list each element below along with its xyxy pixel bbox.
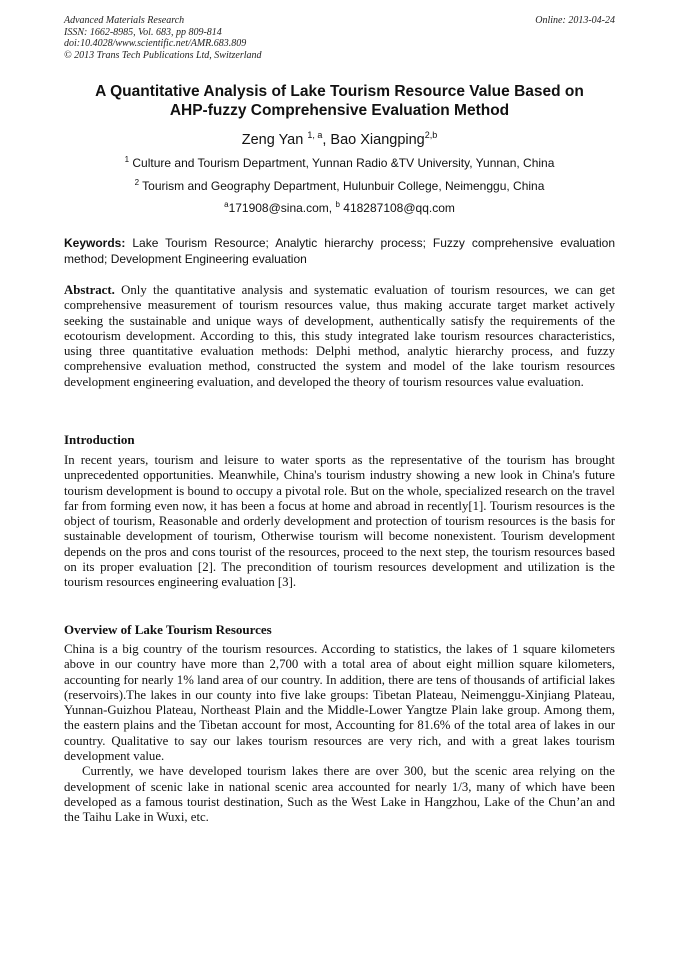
section-heading-overview: Overview of Lake Tourism Resources: [64, 622, 272, 637]
paragraph: In recent years, tourism and leisure to water sports as the representative of the tourism has brought unprecedented opportunities. Meanwhile, China's tourism industry showing a new look in China's future tourism development is bound to occupy a pivotal role. But on the whole, specialized research on the travel far from forming even now, it has been a focus at home and abroad in recently[1]. Tourism resources is the object of tourism, Reasonable and orderly development and protection of tourism resources is the basis for sustainable development of tourism, Otherwise tourism will become nonexistent. Tourism development depends on the pros and cons tourist of the resources, proceed to the next step, the tourism resources based on its proper evaluation [2]. The precondition of tourism resources development and utilization is the tourism resources engineering evaluation [3].: [64, 453, 615, 590]
affiliation-2: [64, 179, 615, 193]
affiliation-text: Tourism and Geography Department, Hulunbuir College, Neimenggu, China: [142, 179, 545, 193]
email-link[interactable]: 171908@sina.com,: [228, 201, 336, 215]
issn-line: ISSN: 1662-8985, Vol. 683, pp 809-814: [64, 26, 222, 38]
introduction-body: [64, 453, 615, 591]
author-separator: ,: [322, 132, 331, 148]
doi-line: doi:10.4028/www.scientific.net/AMR.683.809: [64, 38, 247, 49]
paragraph: China is a big country of the tourism resources. According to statistics, the lakes of 1 square kilometers above in our country have more than 2,700 with a total area of about eight million square kilometers, accounting for nearly 1% land area of our country. In addition, there are tens of thousands of artificial lakes (reservoirs).The lakes in our county into five lake groups: Tibetan Plateau, Neimenggu-Xinjiang Plateau, Yunnan-Guizhou Plateau, Northeast Plain and the Middle-Lower Yangtze Plain lake group. Among them, the eastern plains and the Tibetan account for most, Accounting for 81.6% of the total area of lakes in our country. Qualitative to say our lakes tourism resources are very rich, and with a great lakes tourism development value.: [64, 642, 615, 764]
overview-body: [64, 642, 615, 826]
author-affiliation-marker: 2,b: [424, 130, 438, 140]
affiliation-text: Culture and Tourism Department, Yunnan Radio &TV University, Yunnan, China: [132, 156, 555, 170]
journal-name: Advanced Materials Research: [64, 15, 185, 26]
paragraph: Currently, we have developed tourism lakes there are over 300, but the scenic area relying on the development of scenic lake in national scenic area accounted for nearly 1/3, many of which have been developed as a famous tourist destination, Such as the West Lake in Hangzhou, Lake of the Chun’an and the Taihu Lake in Wuxi, etc.: [64, 764, 615, 825]
affiliation-marker: 1: [124, 155, 130, 164]
author-list: [64, 131, 615, 149]
keywords-text: Lake Tourism Resource; Analytic hierarchy process; Fuzzy comprehensive evaluation method; Development Engineering evaluation: [64, 236, 615, 266]
author-name: Zeng Yan: [241, 132, 304, 148]
abstract-label: Abstract.: [64, 283, 115, 297]
author-emails: [64, 201, 615, 215]
title-line-2: AHP-fuzzy Comprehensive Evaluation Method: [169, 102, 510, 119]
copyright-line: © 2013 Trans Tech Publications Ltd, Switzerland: [64, 49, 262, 61]
email-marker: b: [335, 200, 340, 209]
paper-title: [64, 82, 615, 120]
author-affiliation-marker: 1, a: [307, 130, 323, 140]
author-name: Bao Xiangping: [330, 132, 425, 148]
email-link[interactable]: 418287108@qq.com: [343, 201, 455, 215]
keywords: [64, 236, 615, 267]
affiliation-1: [64, 156, 615, 170]
title-line-1: A Quantitative Analysis of Lake Tourism Resource Value Based on: [95, 83, 584, 100]
keywords-label: Keywords:: [64, 236, 126, 250]
online-date: Online: 2013-04-24: [535, 15, 615, 26]
abstract: [64, 283, 615, 390]
journal-header: [64, 15, 615, 61]
affiliation-marker: 2: [134, 178, 140, 187]
section-heading-introduction: Introduction: [64, 432, 135, 447]
email-marker: a: [224, 200, 229, 209]
abstract-text: Only the quantitative analysis and systematic evaluation of tourism resources, we can get comprehensive measurement of tourism resources value, thus making accurate target market actively seeking the sustainable and unique ways of development, authentically satisfy the requirements of the ecotourism development. According to this, this study integrated lake tourism resources characteristics, using three quantitative evaluation methods: Delphi method, analytic hierarchy process, and fuzzy comprehensive evaluation method, constructed the system and model of the lake tourism resources development engineering evaluation, and developed the theory of tourism resources value evaluation.: [64, 283, 615, 389]
